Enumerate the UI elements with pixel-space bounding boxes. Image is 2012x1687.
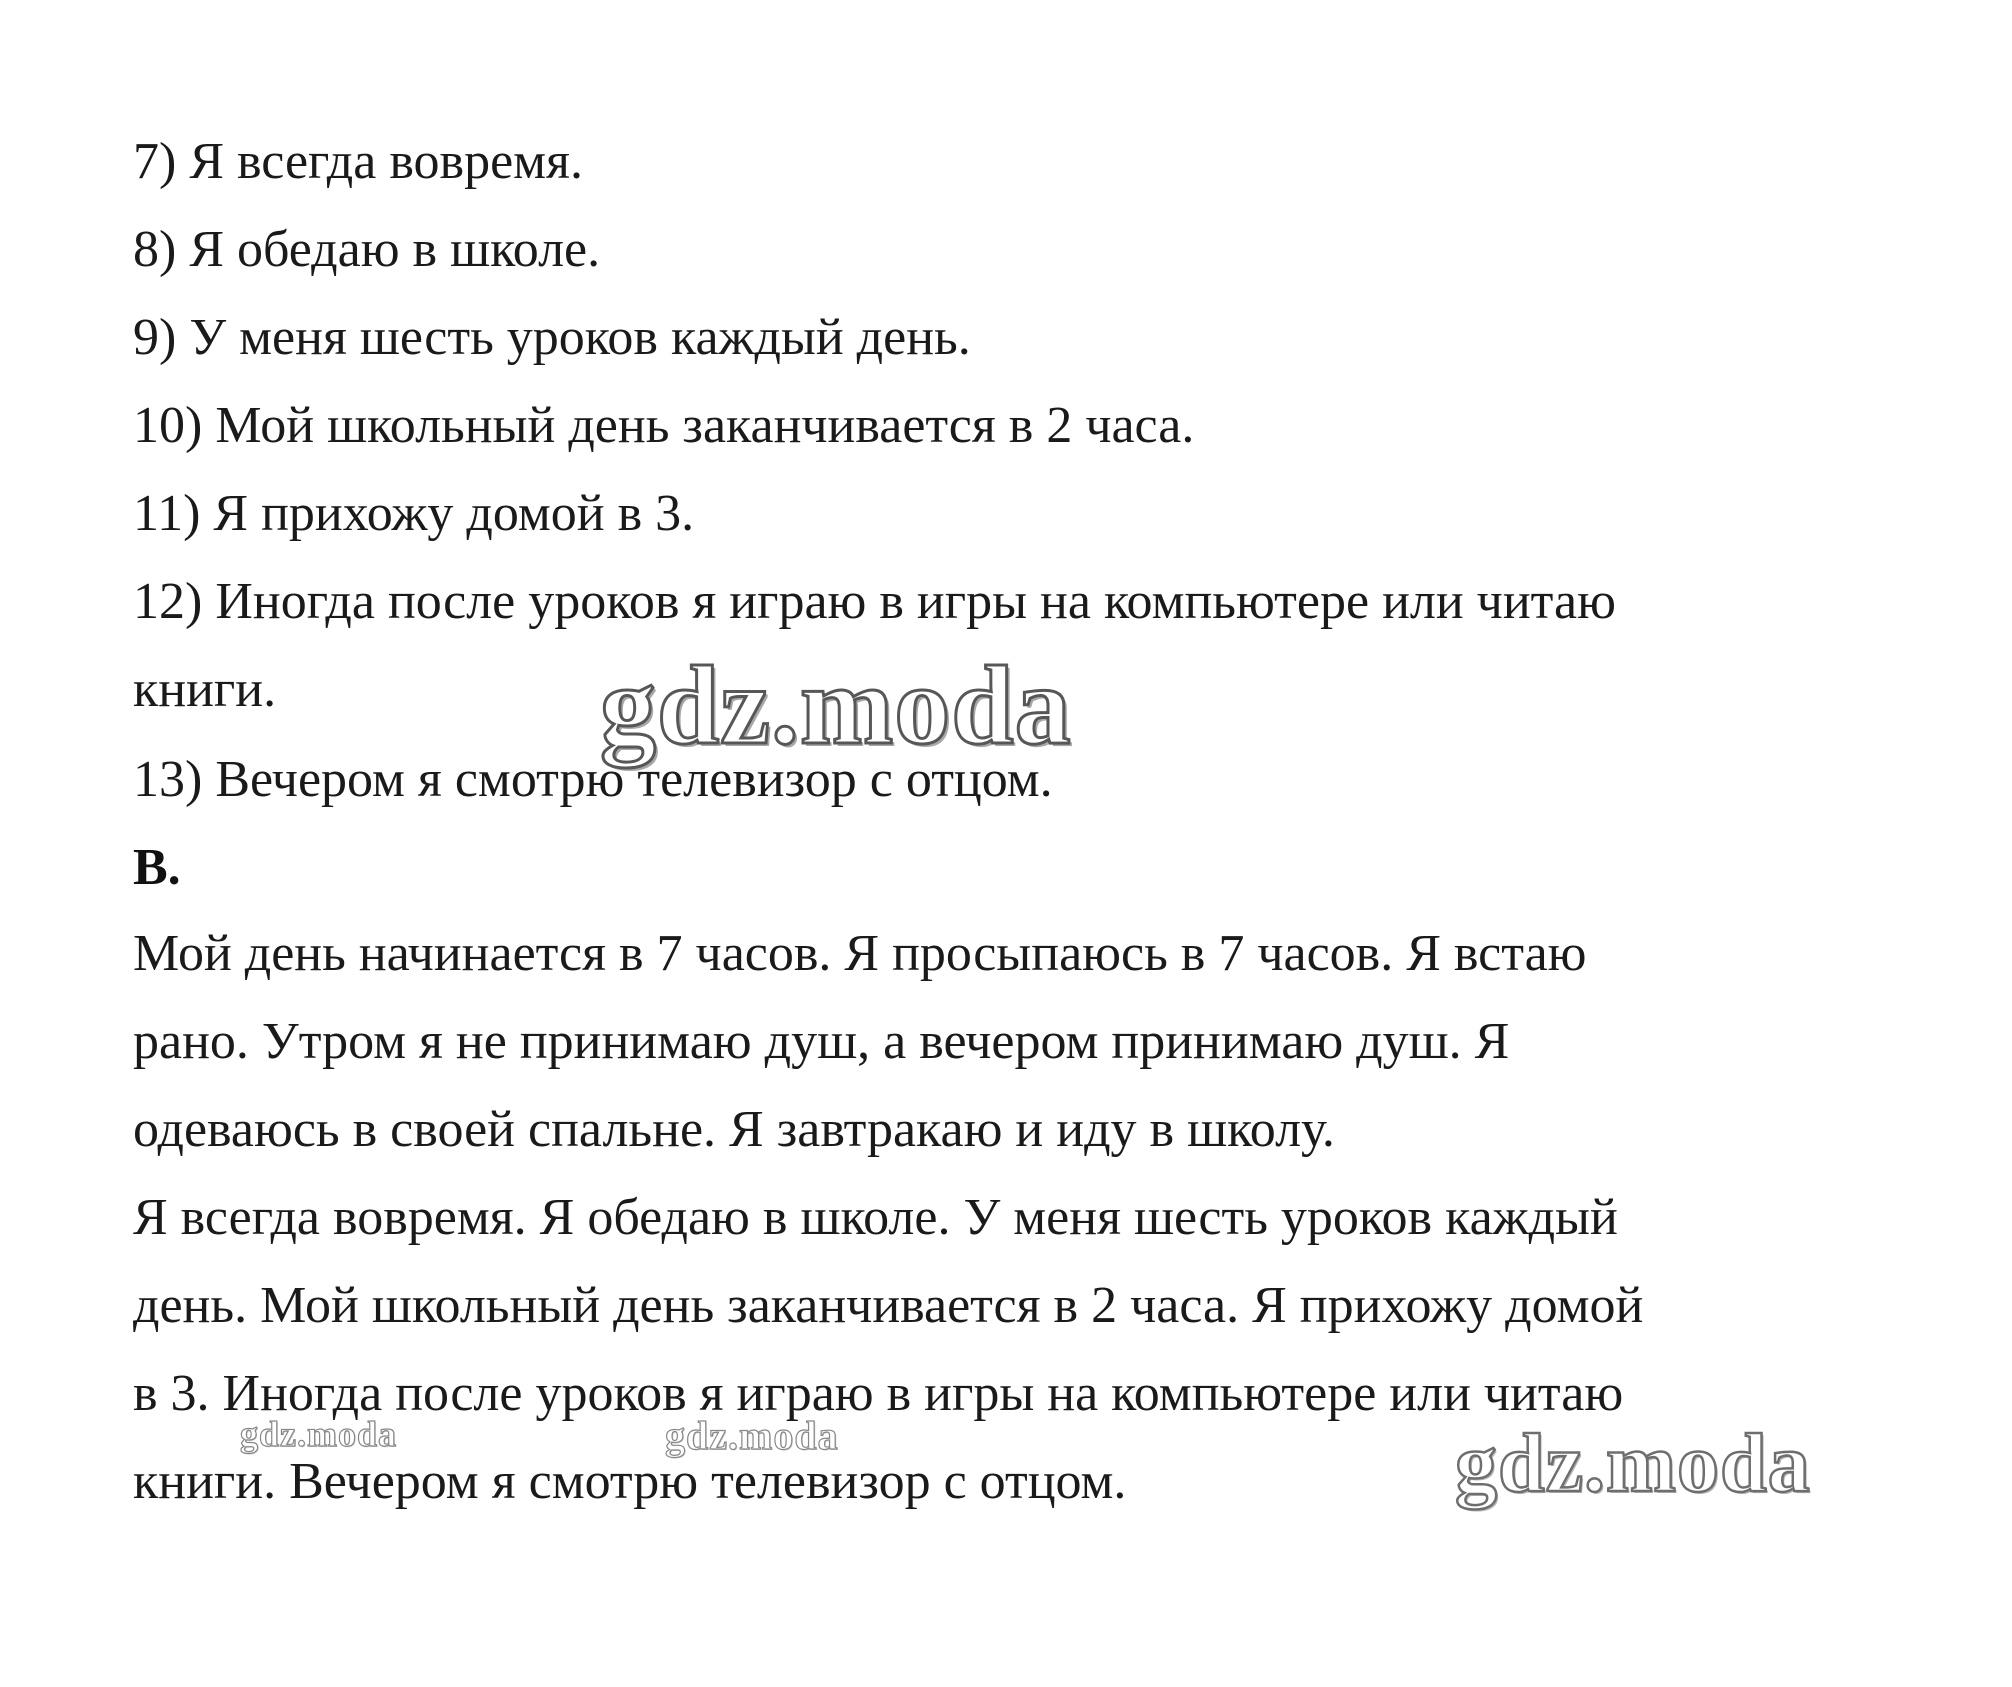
paragraph-line-6: в 3. Иногда после уроков я играю в игры на компьютере или читаю [133,1365,1624,1422]
watermark-logo-small-left: gdz.moda [240,1414,398,1454]
list-item-11: 11) Я прихожу домой в 3. [133,485,695,542]
watermark-logo-small-middle: gdz.moda [665,1413,839,1458]
list-item-12-continuation: книги. [133,661,277,718]
paragraph-line-4: Я всегда вовремя. Я обедаю в школе. У меня шесть уроков каждый [133,1189,1618,1246]
paragraph-line-5: день. Мой школьный день заканчивается в 2 часа. Я прихожу домой [133,1277,1644,1334]
list-item-9: 9) У меня шесть уроков каждый день. [133,309,971,366]
paragraph-line-7: книги. Вечером я смотрю телевизор с отцом. [133,1453,1127,1510]
paragraph-line-1: Мой день начинается в 7 часов. Я просыпаюсь в 7 часов. Я встаю [133,925,1587,982]
paragraph-line-2: рано. Утром я не принимаю душ, а вечером принимаю душ. Я [133,1013,1510,1070]
list-item-13: 13) Вечером я смотрю телевизор с отцом. [133,751,1053,808]
section-b-heading: B. [133,839,181,896]
paragraph-line-3: одеваюсь в своей спальне. Я завтракаю и иду в школу. [133,1101,1335,1158]
list-item-12: 12) Иногда после уроков я играю в игры на компьютере или читаю [133,573,1616,630]
watermark-logo-center: gdz.moda [600,644,1072,768]
list-item-7: 7) Я всегда вовремя. [133,133,583,190]
watermark-logo-bottom-right: gdz.moda [1455,1417,1811,1510]
list-item-10: 10) Мой школьный день заканчивается в 2 часа. [133,397,1195,454]
list-item-8: 8) Я обедаю в школе. [133,221,601,278]
